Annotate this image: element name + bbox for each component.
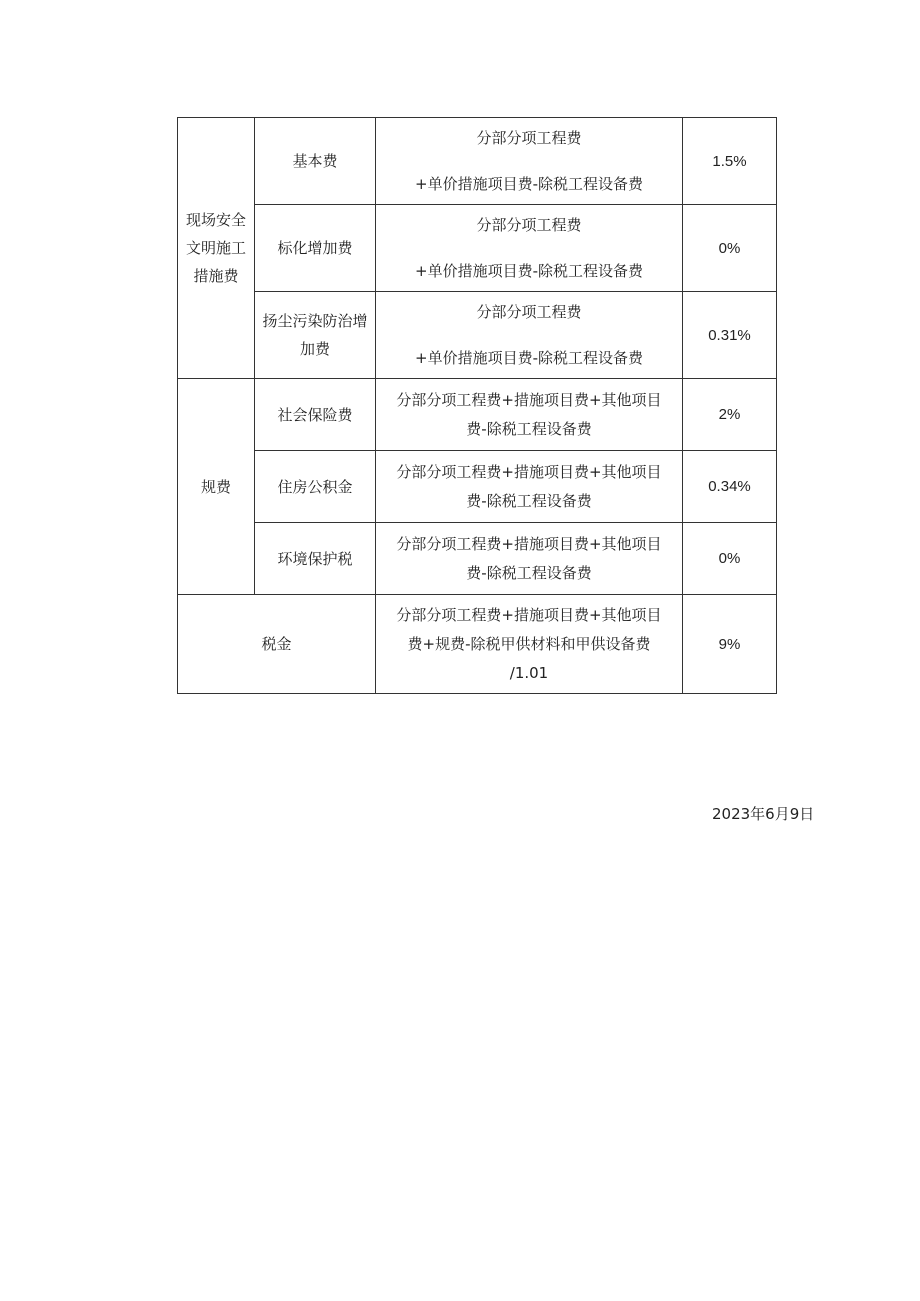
table-row [178, 523, 777, 595]
category-line: 措施费 [193, 267, 239, 285]
basis-line: 分部分项工程费+措施项目费+其他项目 [396, 605, 662, 624]
basis-line: +单价措施项目费-除税工程设备费 [415, 261, 643, 280]
rate-cell: 0.34% [683, 451, 777, 523]
item-cell [255, 292, 376, 379]
item-label: 环境保护税 [277, 549, 353, 568]
basis-line: 分部分项工程费+措施项目费+其他项目 [396, 462, 662, 481]
item-cell [255, 451, 376, 523]
table-row-tax [178, 595, 777, 694]
item-cell [255, 205, 376, 292]
fee-rate-table [177, 117, 777, 694]
item-cell [255, 379, 376, 451]
table-row [178, 118, 777, 205]
basis-line: 分部分项工程费+措施项目费+其他项目 [396, 390, 662, 409]
basis-cell [376, 379, 683, 451]
basis-line: 分部分项工程费 [476, 215, 582, 234]
rate-cell: 0% [683, 523, 777, 595]
basis-cell [376, 292, 683, 379]
basis-line: +单价措施项目费-除税工程设备费 [415, 174, 643, 193]
document-date: 2023年6月9日 [712, 805, 815, 823]
item-label: 基本费 [292, 152, 338, 170]
item-label: 社会保险费 [277, 405, 353, 424]
item-label: 加费 [299, 340, 330, 358]
basis-cell [376, 118, 683, 205]
basis-line: 分部分项工程费 [476, 302, 582, 321]
tax-label-cell: 税金 [178, 595, 376, 694]
basis-cell [376, 523, 683, 595]
table-row [178, 205, 777, 292]
basis-line: 费-除税工程设备费 [466, 491, 592, 510]
category-line: 规费 [200, 477, 231, 496]
category-cell-fees [178, 379, 255, 595]
item-cell [255, 118, 376, 205]
rate-cell: 0% [683, 205, 777, 292]
category-line: 现场安全 [185, 211, 246, 229]
table-row [178, 379, 777, 451]
item-label: 标化增加费 [277, 239, 353, 257]
table-row [178, 451, 777, 523]
basis-line: /1.01 [509, 663, 549, 682]
item-cell [255, 523, 376, 595]
basis-cell [376, 205, 683, 292]
basis-cell [376, 451, 683, 523]
basis-cell [376, 595, 683, 694]
basis-line: 分部分项工程费 [476, 128, 582, 147]
category-line: 文明施工 [185, 239, 246, 257]
rate-cell: 0.31% [683, 292, 777, 379]
item-label: 扬尘污染防治增 [262, 312, 368, 330]
basis-line: 分部分项工程费+措施项目费+其他项目 [396, 534, 662, 553]
basis-line: 费+规费-除税甲供材料和甲供设备费 [407, 634, 651, 653]
rate-cell: 1.5% [683, 118, 777, 205]
basis-line: +单价措施项目费-除税工程设备费 [415, 348, 643, 367]
basis-line: 费-除税工程设备费 [466, 563, 592, 582]
rate-cell: 2% [683, 379, 777, 451]
category-cell-safety [178, 118, 255, 379]
table-row [178, 292, 777, 379]
item-label: 住房公积金 [277, 477, 353, 496]
rate-cell: 9% [683, 595, 777, 694]
basis-line: 费-除税工程设备费 [466, 419, 592, 438]
